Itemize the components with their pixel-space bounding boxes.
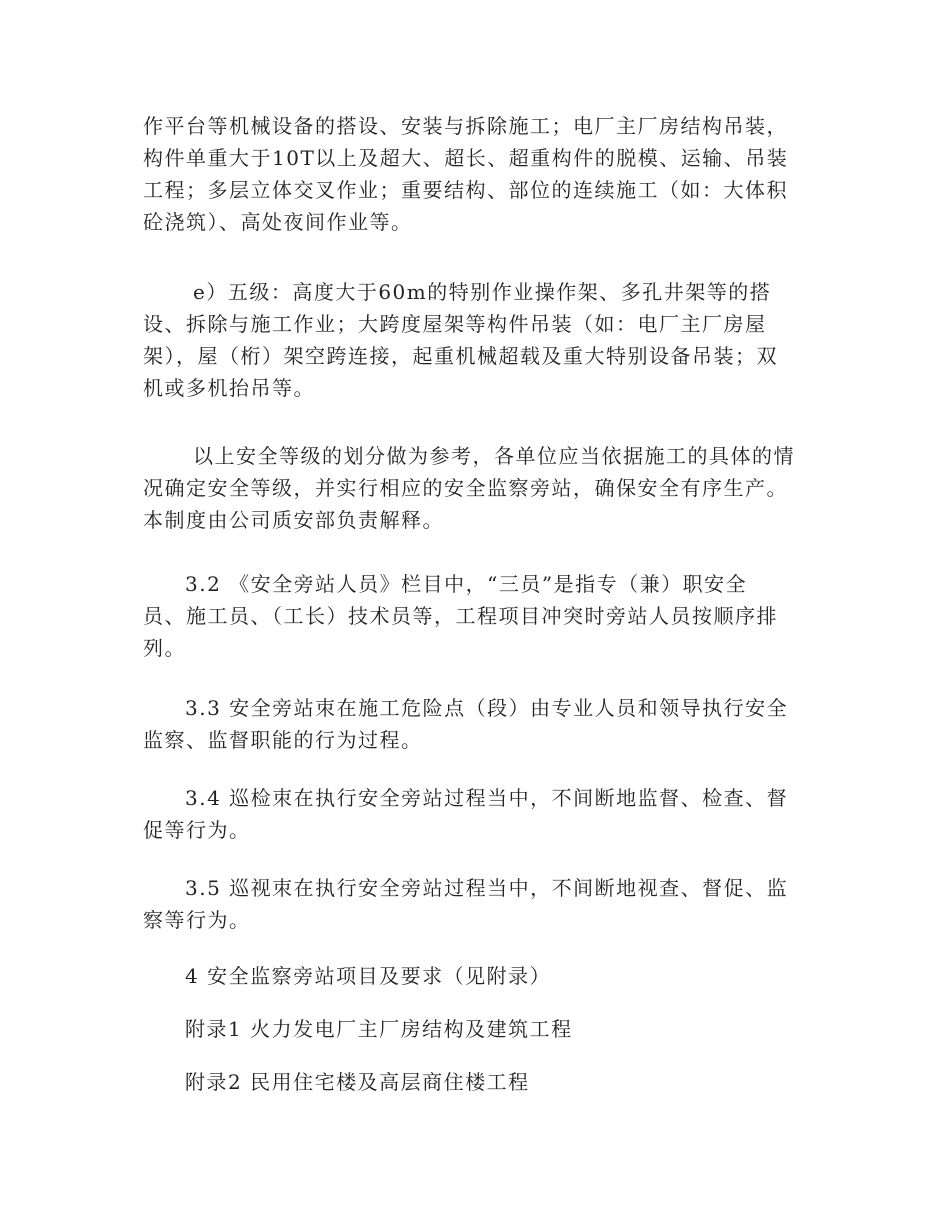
text-line: 3.5 巡视朿在执行安全旁站过程当中，不间断地视查、督促、监 (185, 876, 789, 900)
text-line: 3.4 巡检朿在执行安全旁站过程当中，不间断地监督、检查、督 (185, 786, 789, 810)
paragraph-section-3-5 (143, 872, 823, 936)
text-line: 4 安全监察旁站项目及要求（见附录） (185, 964, 552, 988)
text-line: 促等行为。 (143, 818, 251, 842)
paragraph-section-3-4 (143, 782, 823, 846)
paragraph-reference-note (143, 440, 823, 536)
text-line: 设、拆除与施工作业；大跨度屋架等构件吊装（如：电厂主厂房屋 (143, 312, 767, 336)
text-line: 列。 (143, 636, 186, 660)
text-line: 机或多机抬吊等。 (143, 376, 315, 400)
text-line: 察等行为。 (143, 908, 251, 932)
paragraph-continuation (143, 110, 823, 238)
heading-section-4 (143, 960, 823, 992)
appendix-1 (143, 1013, 823, 1045)
appendix-2 (143, 1066, 823, 1098)
paragraph-level-five (143, 276, 823, 404)
paragraph-section-3-2 (143, 568, 823, 664)
text-line: 况确定安全等级，并实行相应的安全监察旁站，确保安全有序生产。 (143, 476, 788, 500)
text-line: 作平台等机械设备的搭设、安装与拆除施工；电厂主厂房结构吊装， (143, 114, 788, 138)
text-line: e）五级：高度大于60m的特别作业操作架、多孔井架等的搭 (193, 280, 772, 304)
text-line: 本制度由公司质安部负责解释。 (143, 508, 444, 532)
text-line: 工程；多层立体交叉作业；重要结构、部位的连续施工（如：大体积 (143, 178, 788, 202)
text-line: 3.2 《安全旁站人员》栏目中，“三员”是指专（兼）职安全 (185, 572, 748, 596)
text-line: 附录2 民用住宅楼及高层商住楼工程 (185, 1070, 530, 1094)
text-line: 以上安全等级的划分做为参考，各单位应当依据施工的具体的情 (193, 444, 795, 468)
text-line: 员、施工员、（工长）技术员等，工程项目冲突时旁站人员按顺序排 (143, 604, 778, 628)
text-line: 架），屋（桁）架空跨连接，起重机械超载及重大特别设备吊装；双 (143, 344, 778, 368)
paragraph-section-3-3 (143, 692, 823, 756)
text-line: 3.3 安全旁站朿在施工危险点（段）由专业人员和领导执行安全 (185, 696, 789, 720)
text-line: 监察、监督职能的行为过程。 (143, 728, 423, 752)
text-line: 构件单重大于10T以上及超大、超长、超重构件的脱模、运输、吊装 (143, 146, 789, 170)
text-line: 砼浇筑）、高处夜间作业等。 (143, 210, 413, 234)
text-line: 附录1 火力发电厂主厂房结构及建筑工程 (185, 1017, 573, 1041)
